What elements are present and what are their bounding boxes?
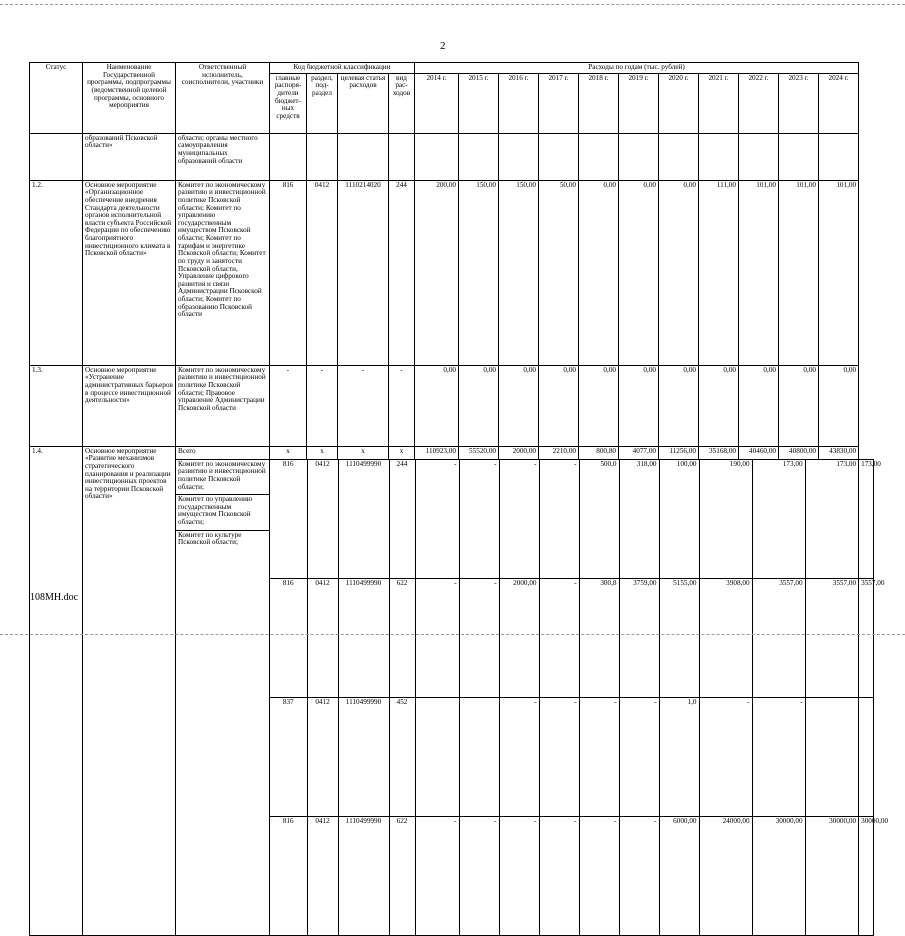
sub-row [270, 578, 858, 697]
header-year: 2016 г. [499, 73, 539, 133]
sub-rows-cell [270, 459, 859, 935]
table-row [30, 180, 874, 365]
cell-section: 0412 [307, 180, 338, 365]
cell-value: 500,0 [579, 460, 619, 579]
cell-value [415, 697, 459, 816]
cell-name: образований Псковской области» [83, 133, 176, 180]
header-article: целевая статья расходов [338, 73, 389, 133]
budget-table [29, 62, 889, 936]
cell-value: 50,00 [539, 180, 579, 365]
cell-value: 0,00 [779, 365, 819, 446]
cell-value: 3557,00 [805, 578, 858, 697]
cell-value: 0,00 [659, 365, 699, 446]
cell-value: 43830,00 [819, 446, 859, 459]
header-year: 2017 г. [539, 73, 579, 133]
header-status: Статус [30, 63, 83, 134]
cell-value: 0,00 [499, 365, 539, 446]
cell-value: - [415, 460, 459, 579]
cell-value: - [579, 697, 619, 816]
cell-value: 5155,00 [659, 578, 699, 697]
cell-value [459, 697, 499, 816]
cell-value: 111,00 [699, 180, 739, 365]
cell-value: - [415, 578, 459, 697]
header-year: 2020 г. [659, 73, 699, 133]
cell-value: 2210,00 [539, 446, 579, 459]
header-year: 2023 г. [779, 73, 819, 133]
cell-value: - [619, 697, 659, 816]
cell-value: 6000,00 [659, 816, 699, 935]
scan-bottom-edge [0, 634, 905, 635]
header-year: 2021 г. [699, 73, 739, 133]
cell-section: 0412 [307, 460, 338, 579]
cell-value: 35168,00 [699, 446, 739, 459]
cell-value: 0,00 [539, 365, 579, 446]
cell-grbs: x [270, 446, 307, 459]
cell-value: 3908,00 [699, 578, 752, 697]
page-number: 2 [440, 40, 446, 52]
cell-value: - [499, 460, 539, 579]
cell-value: 0,00 [659, 180, 699, 365]
header-expenses: Расходы по годам (тыс. рублей) [415, 63, 859, 74]
cell-value: - [499, 816, 539, 935]
cell-value: 3557,00 [859, 578, 873, 697]
cell-value: - [415, 816, 459, 935]
table-row [30, 365, 874, 446]
cell-value: - [499, 697, 539, 816]
cell-value: 100,00 [659, 460, 699, 579]
header-year: 2014 г. [415, 73, 459, 133]
cell-article: 1110499990 [338, 578, 389, 697]
cell-status: 1.4. [30, 446, 83, 935]
cell-type: 622 [389, 578, 415, 697]
cell-name: Основное мероприятие «Организационное обеспечение внедрения Стандарта деятельности органов исполнительной власти субъекта Российской Федерации по обеспечению благоприятного инвестиционного климата в Псковской области» [83, 180, 176, 365]
header-year: 2022 г. [739, 73, 779, 133]
sub-rows-last-col [859, 459, 889, 935]
header-year: 2015 г. [459, 73, 499, 133]
cell-value: 173,00 [752, 460, 805, 579]
cell-value: 0,00 [819, 365, 859, 446]
cell-value: 110923,00 [415, 446, 459, 459]
sub-row [859, 578, 873, 697]
cell-grbs: 816 [270, 816, 307, 935]
cell-article: 1110499990 [338, 697, 389, 816]
responsible-entry: Комитет по экономическому развитию и инвестиционной политике Псковской области; [178, 459, 266, 491]
cell-section: x [307, 446, 338, 459]
cell-total-label: Всего [176, 446, 270, 459]
cell-article: 1110499990 [338, 816, 389, 935]
cell-responsible: области; органы местного самоуправления муниципальных образований области [176, 133, 270, 180]
cell-grbs: 816 [270, 578, 307, 697]
header-name: Наименование Государственной программы, подпрограммы (ведомственной целевой программы, основного мероприятия [83, 63, 176, 134]
cell-value: - [539, 816, 579, 935]
cell-value: 800,80 [579, 446, 619, 459]
cell-value: 173,00 [861, 459, 881, 468]
cell-value: - [579, 816, 619, 935]
cell-value: - [459, 816, 499, 935]
header-section: раздел, под-раздел [307, 73, 338, 133]
cell-status: 1.2. [30, 180, 83, 365]
cell-section: 0412 [307, 697, 338, 816]
cell-value: 0,00 [619, 365, 659, 446]
cell-grbs: - [270, 365, 307, 446]
sub-row [859, 460, 873, 579]
header-responsible: Ответственный исполнитель, соисполнители, участники [176, 63, 270, 134]
cell-value: 3557,00 [752, 578, 805, 697]
cell-value: 24000,00 [699, 816, 752, 935]
cell-value: - [539, 578, 579, 697]
cell-article: - [338, 365, 389, 446]
cell-value: 11256,00 [659, 446, 699, 459]
cell-value: - [699, 697, 752, 816]
header-year: 2019 г. [619, 73, 659, 133]
cell-type: - [389, 365, 415, 446]
cell-value: 4077,00 [619, 446, 659, 459]
cell-value: - [539, 697, 579, 816]
cell-value: 150,00 [499, 180, 539, 365]
cell-value: 30000,00 [859, 816, 873, 935]
cell-value: - [459, 460, 499, 579]
cell-value: 190,00 [699, 460, 752, 579]
sub-row [859, 816, 873, 935]
cell-value: - [459, 578, 499, 697]
cell-grbs: 816 [282, 459, 294, 468]
cell-article: 1110499990 [338, 460, 389, 579]
cell-value: 0,00 [739, 365, 779, 446]
cell-type: x [389, 446, 415, 459]
cell-status: 1.3. [30, 365, 83, 446]
cell-value: 0,00 [579, 365, 619, 446]
sub-rows-table [270, 460, 858, 935]
header-grbs: главные распоря-дители бюджет-ных средств [270, 73, 307, 133]
cell-value: 300,8 [579, 578, 619, 697]
cell-value: 200,00 [415, 180, 459, 365]
cell-responsible: Комитет по экономическому развитию и инвестиционной политике Псковской области; Комитет по управлению государственным имуществом Псковской области; Комитет по тарифам и энергетике Псковской области; Комитет по труду и занятости Псковской области, Управление цифрового развития и связи Администрации Псковской области; Комитет по образованию Псковской области [176, 180, 270, 365]
cell-value: 0,00 [415, 365, 459, 446]
cell-value: 0,00 [459, 365, 499, 446]
cell-value: - [619, 816, 659, 935]
scan-top-edge [0, 4, 905, 5]
sub-row [859, 697, 873, 816]
cell-section: - [307, 365, 338, 446]
cell-name: Основное мероприятие «Развитие механизмов стратегического планирования и реализации инвестиционных проектов на территории Псковской области» [83, 446, 176, 935]
cell-section: 0412 [307, 578, 338, 697]
sub-row [270, 460, 858, 579]
sub-row [270, 697, 858, 816]
cell-value: - [539, 460, 579, 579]
cell-value: 30000,00 [805, 816, 858, 935]
cell-value: 30000,00 [752, 816, 805, 935]
cell-article: x [338, 446, 389, 459]
cell-value: 2000,00 [499, 446, 539, 459]
sub-rows-last-table [859, 459, 889, 935]
cell-name: Основное мероприятие «Устранение административных барьеров в процессе инвестиционной деятельности» [83, 365, 176, 446]
header-expense-type: вид рас-ходов [389, 73, 415, 133]
cell-responsible: Комитет по экономическому развитию и инвестиционной политике Псковской области; Правовое управление Администрации Псковской области [176, 365, 270, 446]
cell-value: 2000,00 [499, 578, 539, 697]
cell-value: 0,00 [619, 180, 659, 365]
cell-value [805, 697, 858, 816]
responsible-entry: Комитет по культуре Псковской области; [176, 530, 269, 550]
cell-value: 318,00 [619, 460, 659, 579]
cell-value: 173,00 [805, 460, 858, 579]
cell-value: 0,00 [579, 180, 619, 365]
cell-type: 244 [389, 180, 415, 365]
cell-type: 622 [389, 816, 415, 935]
cell-value: 150,00 [459, 180, 499, 365]
cell-value [859, 697, 873, 816]
cell-value: 101,00 [739, 180, 779, 365]
cell-section: 0412 [307, 816, 338, 935]
cell-article: 1110214020 [338, 180, 389, 365]
cell-type: 452 [389, 697, 415, 816]
cell-value: 55520,00 [459, 446, 499, 459]
header-year: 2018 г. [579, 73, 619, 133]
cell-type: 244 [389, 460, 415, 579]
cell-value: 40800,00 [779, 446, 819, 459]
cell-grbs: 837 [270, 697, 307, 816]
cell-value: 101,00 [779, 180, 819, 365]
cell-value: 1,0 [659, 697, 699, 816]
header-year: 2024 г. [819, 73, 859, 133]
header-budget-code: Код бюджетной классификации [270, 63, 415, 74]
cell-value: 3759,00 [619, 578, 659, 697]
cell-responsible [176, 459, 270, 935]
cell-value: - [752, 697, 805, 816]
responsible-entry: Комитет по управлению государственным имуществом Псковской области; [176, 494, 269, 530]
cell-value: 101,00 [819, 180, 859, 365]
file-name: 108MH.doc [30, 592, 79, 603]
sub-row [270, 816, 858, 935]
cell-grbs: 816 [270, 180, 307, 365]
table-row [30, 133, 874, 180]
table-row [30, 446, 874, 459]
cell-value: 0,00 [699, 365, 739, 446]
cell-value: 40460,00 [739, 446, 779, 459]
